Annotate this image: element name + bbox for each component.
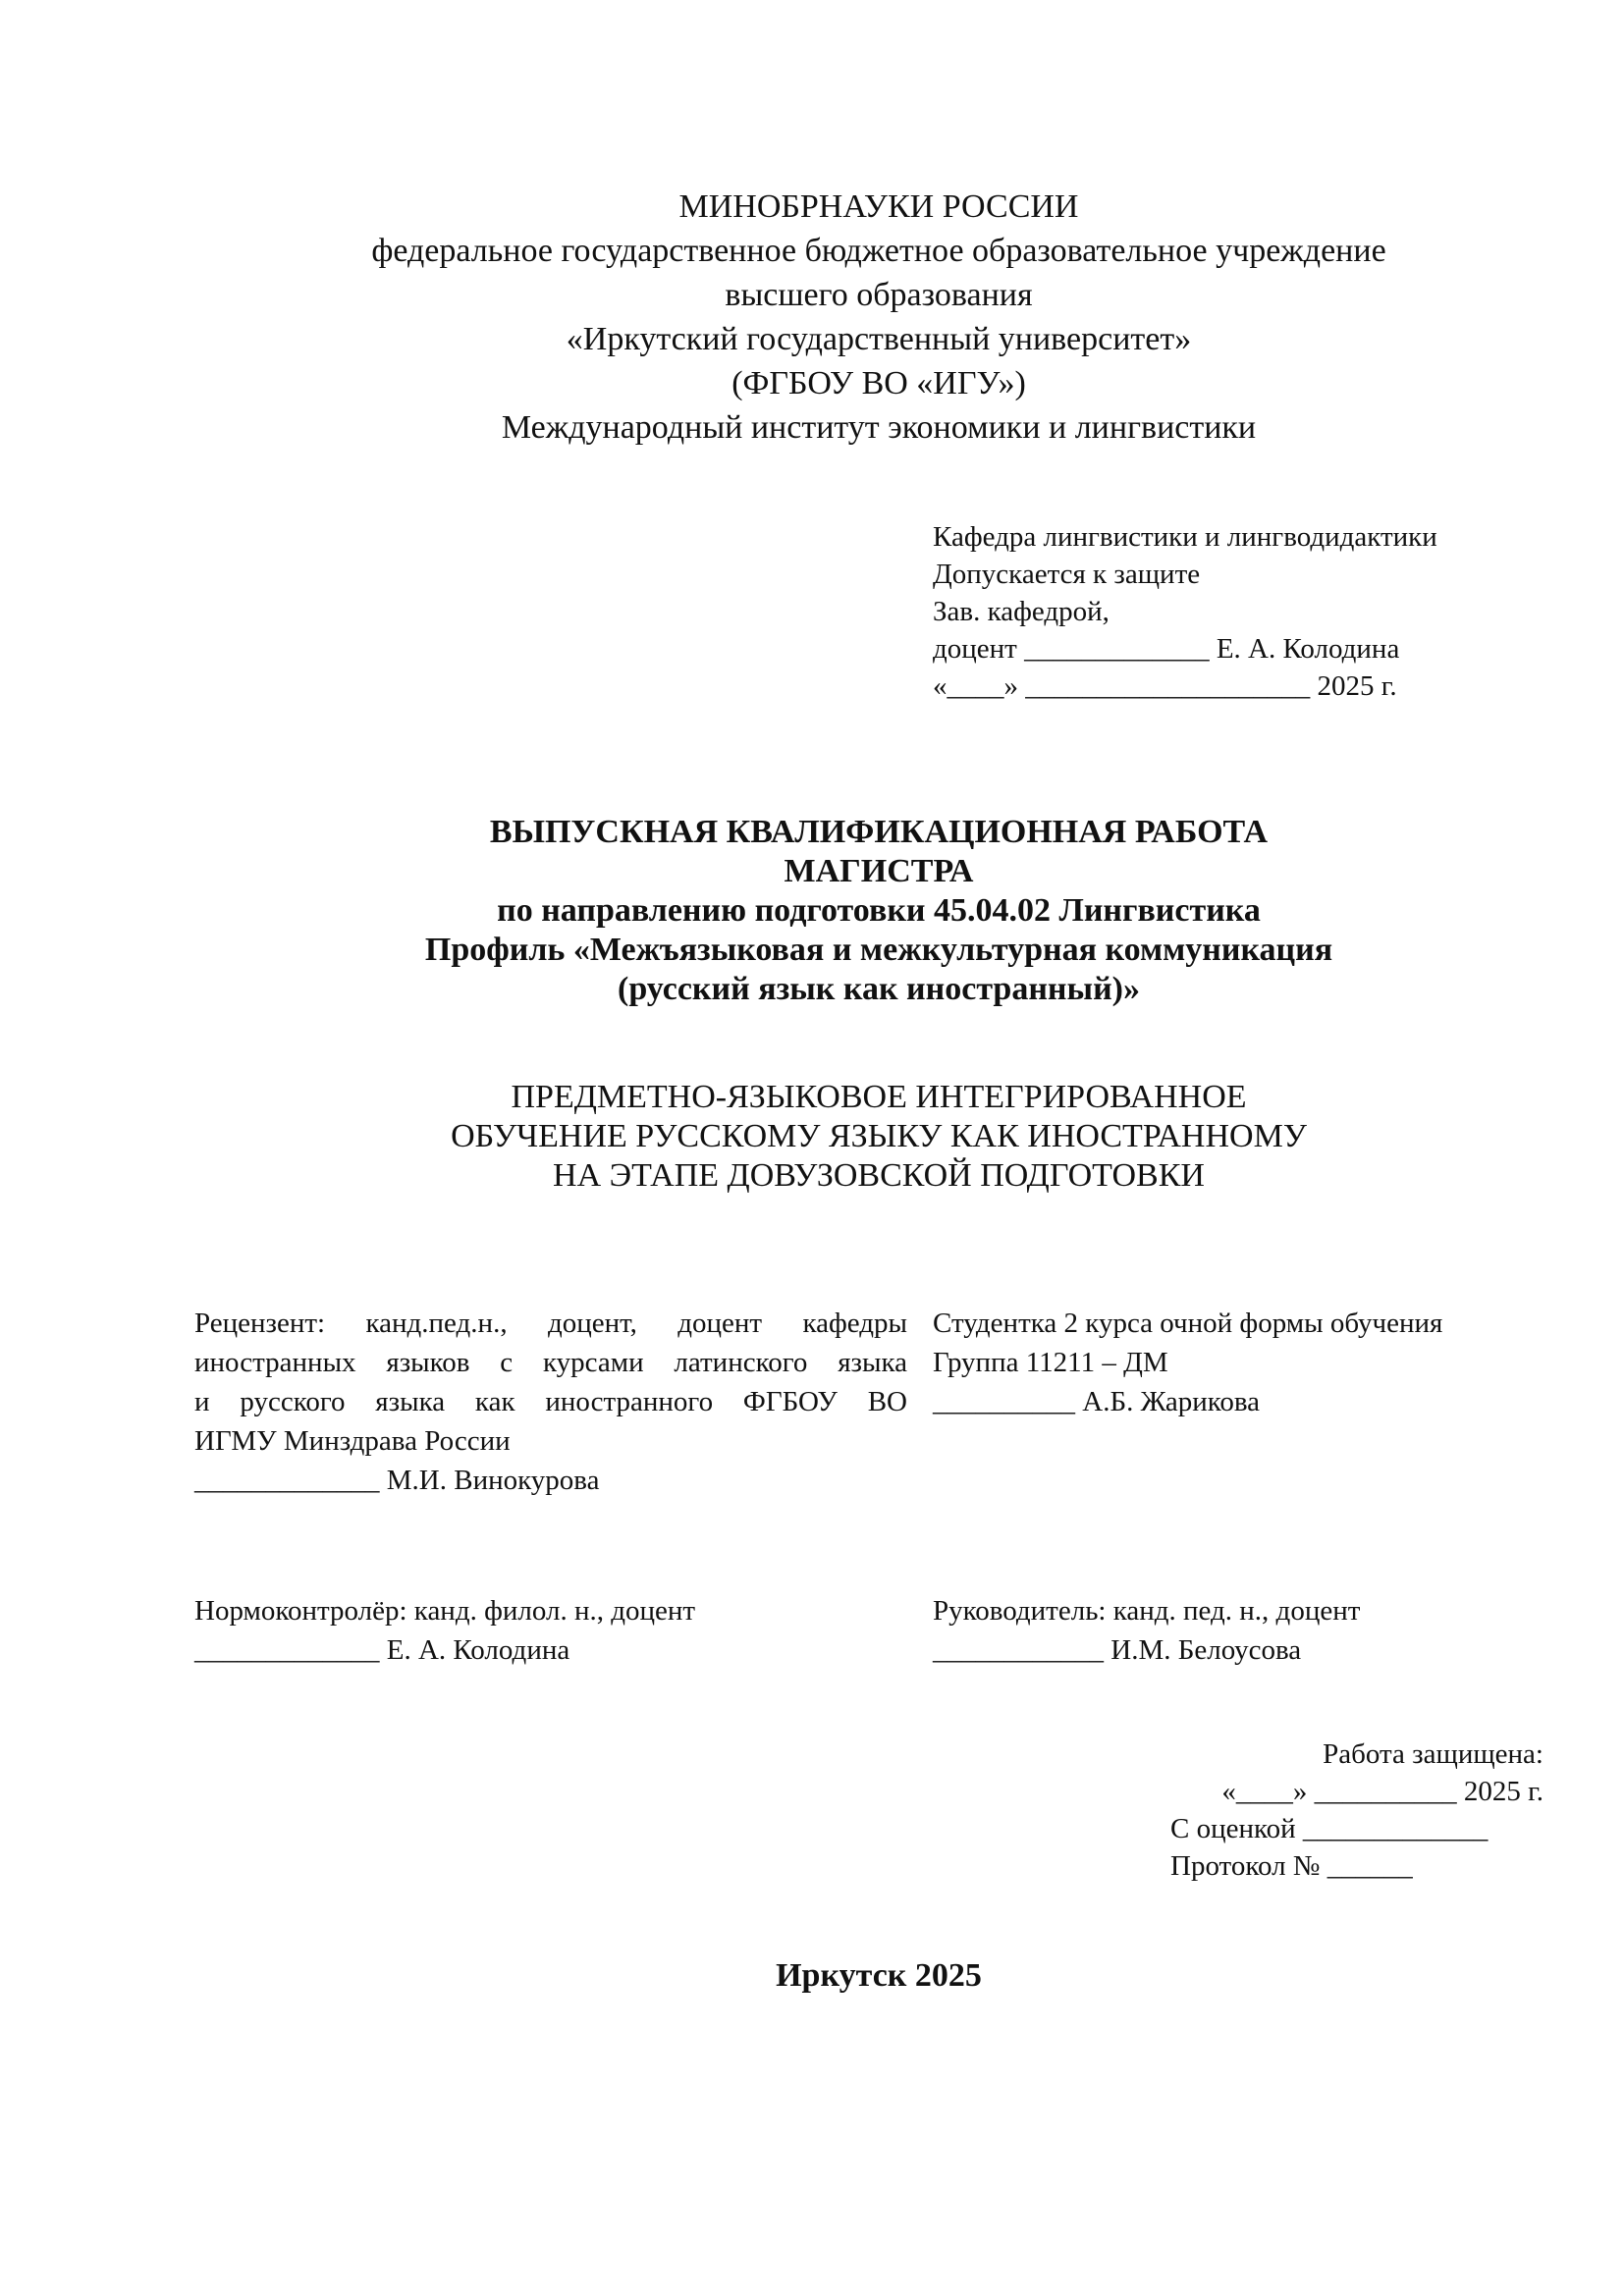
reviewer-line: Рецензент: канд.пед.н., доцент, доцент кафедры xyxy=(194,1308,907,1339)
norm-controller-block xyxy=(194,1591,695,1670)
topic-line: НА ЭТАПЕ ДОВУЗОВСКОЙ ПОДГОТОВКИ xyxy=(553,1157,1205,1194)
student-block xyxy=(933,1304,1442,1421)
study-direction: по направлению подготовки 45.04.02 Лингвистика xyxy=(497,892,1261,929)
institution-type: федеральное государственное бюджетное образовательное учреждение xyxy=(371,233,1386,269)
defense-date-line: «____» __________ 2025 г. xyxy=(1221,1776,1543,1807)
admission-note: Допускается к защите xyxy=(933,559,1201,590)
reviewer-signature: _____________ М.И. Винокурова xyxy=(194,1465,600,1496)
topic-line: ОБУЧЕНИЕ РУССКОМУ ЯЗЫКУ КАК ИНОСТРАННОМУ xyxy=(451,1118,1307,1154)
student-signature: __________ А.Б. Жарикова xyxy=(933,1386,1261,1417)
reviewer-line: и русского языка как иностранного ФГБОУ ВО xyxy=(194,1386,907,1417)
norm-controller-signature: _____________ Е. А. Колодина xyxy=(194,1634,570,1666)
topic-line: ПРЕДМЕТНО-ЯЗЫКОВОЕ ИНТЕГРИРОВАННОЕ xyxy=(511,1079,1247,1115)
reviewer-block xyxy=(194,1304,907,1500)
education-level: высшего образования xyxy=(725,277,1033,313)
student-course: Студентка 2 курса очной формы обучения xyxy=(933,1308,1443,1339)
defense-protocol-line: Протокол № ______ xyxy=(1170,1850,1413,1882)
reviewer-line: ИГМУ Минздрава России xyxy=(194,1425,511,1457)
study-profile: Профиль «Межъязыковая и межкультурная коммуникация xyxy=(424,932,1333,968)
department-name: Кафедра лингвистики и лингводидактики xyxy=(933,521,1437,553)
approval-date-line: «____» ____________________ 2025 г. xyxy=(933,670,1397,702)
university-abbreviation: (ФГБОУ ВО «ИГУ») xyxy=(731,365,1026,401)
head-of-department: Зав. кафедрой, xyxy=(933,596,1110,627)
thesis-degree: МАГИСТРА xyxy=(784,853,974,889)
ministry-name: МИНОБРНАУКИ РОССИИ xyxy=(678,188,1079,225)
city-year: Иркутск 2025 xyxy=(776,1957,982,1994)
thesis-type: ВЫПУСКНАЯ КВАЛИФИКАЦИОННАЯ РАБОТА xyxy=(489,814,1269,850)
thesis-title-block xyxy=(196,813,1561,1009)
institute-name: Международный институт экономики и лингвистики xyxy=(501,409,1257,446)
defense-grade-line: С оценкой _____________ xyxy=(1170,1813,1489,1844)
study-profile-cont: (русский язык как иностранный)» xyxy=(618,971,1140,1007)
reviewer-line: иностранных языков с курсами латинского языка xyxy=(194,1347,907,1378)
supervisor-title: Руководитель: канд. пед. н., доцент xyxy=(933,1595,1361,1627)
defense-block xyxy=(1159,1735,1543,1885)
defense-status: Работа защищена: xyxy=(1323,1738,1543,1770)
university-name: «Иркутский государственный университет» xyxy=(566,321,1192,357)
head-signature-line: доцент _____________ Е. А. Колодина xyxy=(933,633,1400,665)
student-group: Группа 11211 – ДМ xyxy=(933,1347,1168,1378)
thesis-topic xyxy=(196,1078,1561,1196)
supervisor-signature: ____________ И.М. Белоусова xyxy=(933,1634,1302,1666)
institution-header xyxy=(196,185,1561,450)
supervisor-block xyxy=(933,1591,1360,1670)
approval-block xyxy=(933,518,1437,705)
norm-controller-title: Нормоконтролёр: канд. филол. н., доцент xyxy=(194,1595,696,1627)
